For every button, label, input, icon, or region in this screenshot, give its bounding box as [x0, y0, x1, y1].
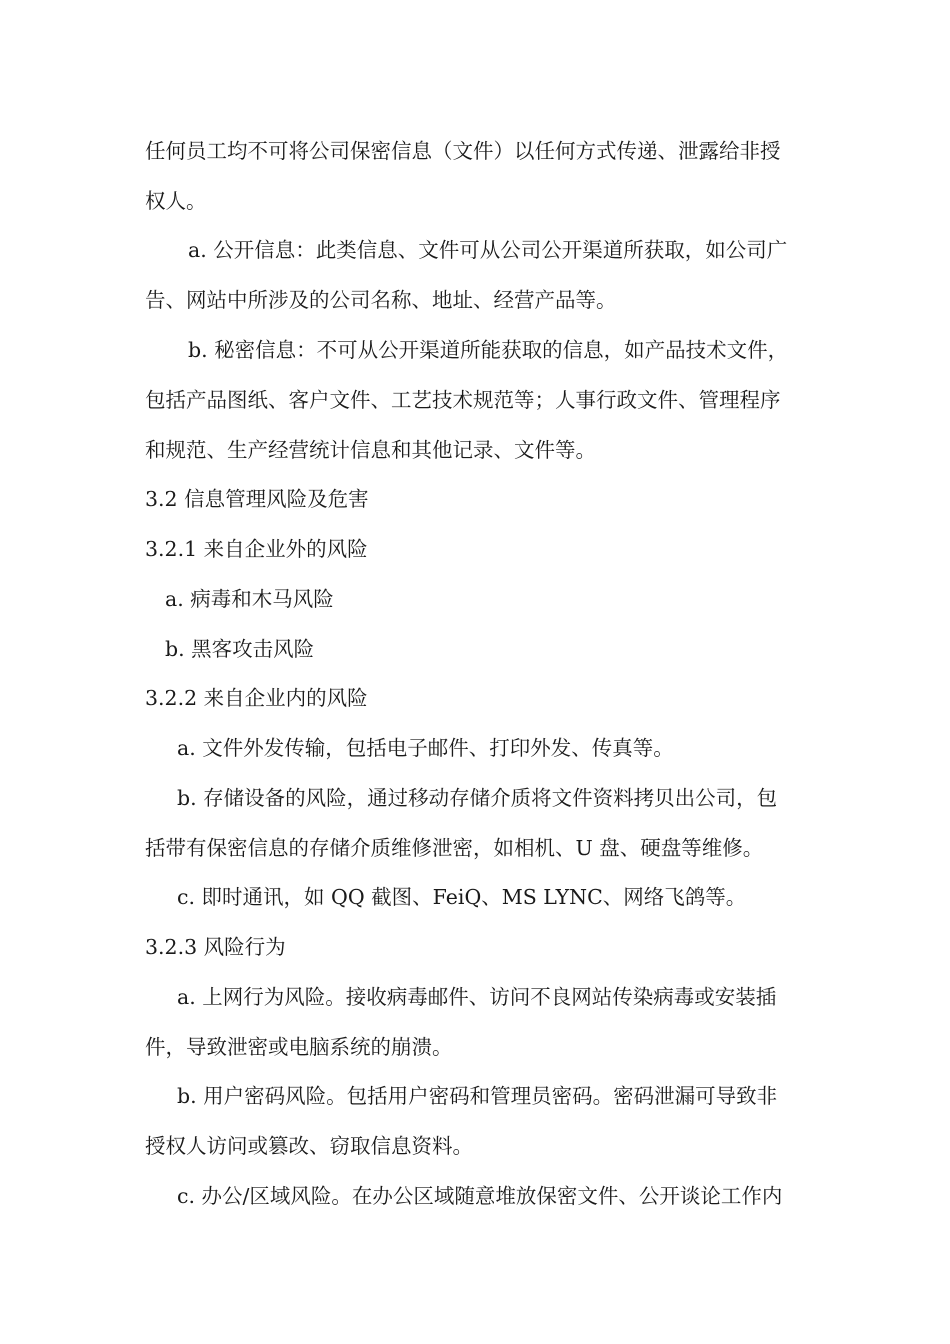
section-heading-3-2-2: 3.2.2 来自企业内的风险	[145, 686, 368, 710]
list-item: b. 用户密码风险。包括用户密码和管理员密码。密码泄漏可导致非	[177, 1084, 778, 1108]
list-item: a. 上网行为风险。接收病毒邮件、访问不良网站传染病毒或安装插	[177, 985, 777, 1009]
list-item: a. 文件外发传输，包括电子邮件、打印外发、传真等。	[177, 736, 674, 760]
list-item: b. 存储设备的风险，通过移动存储介质将文件资料拷贝出公司，包	[177, 786, 778, 810]
section-heading-3-2-1: 3.2.1 来自企业外的风险	[145, 537, 368, 561]
paragraph-line: 件，导致泄密或电脑系统的崩溃。	[145, 1035, 453, 1059]
list-item: c. 办公/区域风险。在办公区域随意堆放保密文件、公开谈论工作内	[177, 1184, 783, 1208]
list-item: a. 病毒和木马风险	[165, 587, 334, 611]
list-item: b. 黑客攻击风险	[165, 637, 315, 661]
paragraph-line: 和规范、生产经营统计信息和其他记录、文件等。	[145, 438, 596, 462]
paragraph-line: 括带有保密信息的存储介质维修泄密，如相机、U 盘、硬盘等维修。	[145, 836, 764, 860]
paragraph-line: 告、网站中所涉及的公司名称、地址、经营产品等。	[145, 288, 617, 312]
item-secret-info: b. 秘密信息：不可从公开渠道所能获取的信息，如产品技术文件，	[188, 338, 789, 362]
section-heading-3-2: 3.2 信息管理风险及危害	[145, 487, 369, 511]
section-heading-3-2-3: 3.2.3 风险行为	[145, 935, 286, 959]
paragraph-line: 任何员工均不可将公司保密信息（文件）以任何方式传递、泄露给非授	[145, 139, 781, 163]
list-item: c. 即时通讯，如 QQ 截图、FeiQ、MS LYNC、网络飞鸽等。	[177, 885, 747, 909]
paragraph-line: 包括产品图纸、客户文件、工艺技术规范等；人事行政文件、管理程序	[145, 388, 781, 412]
item-public-info: a. 公开信息：此类信息、文件可从公司公开渠道所获取，如公司广	[188, 238, 788, 262]
paragraph-line: 权人。	[145, 189, 207, 213]
paragraph-line: 授权人访问或篡改、窃取信息资料。	[145, 1134, 473, 1158]
